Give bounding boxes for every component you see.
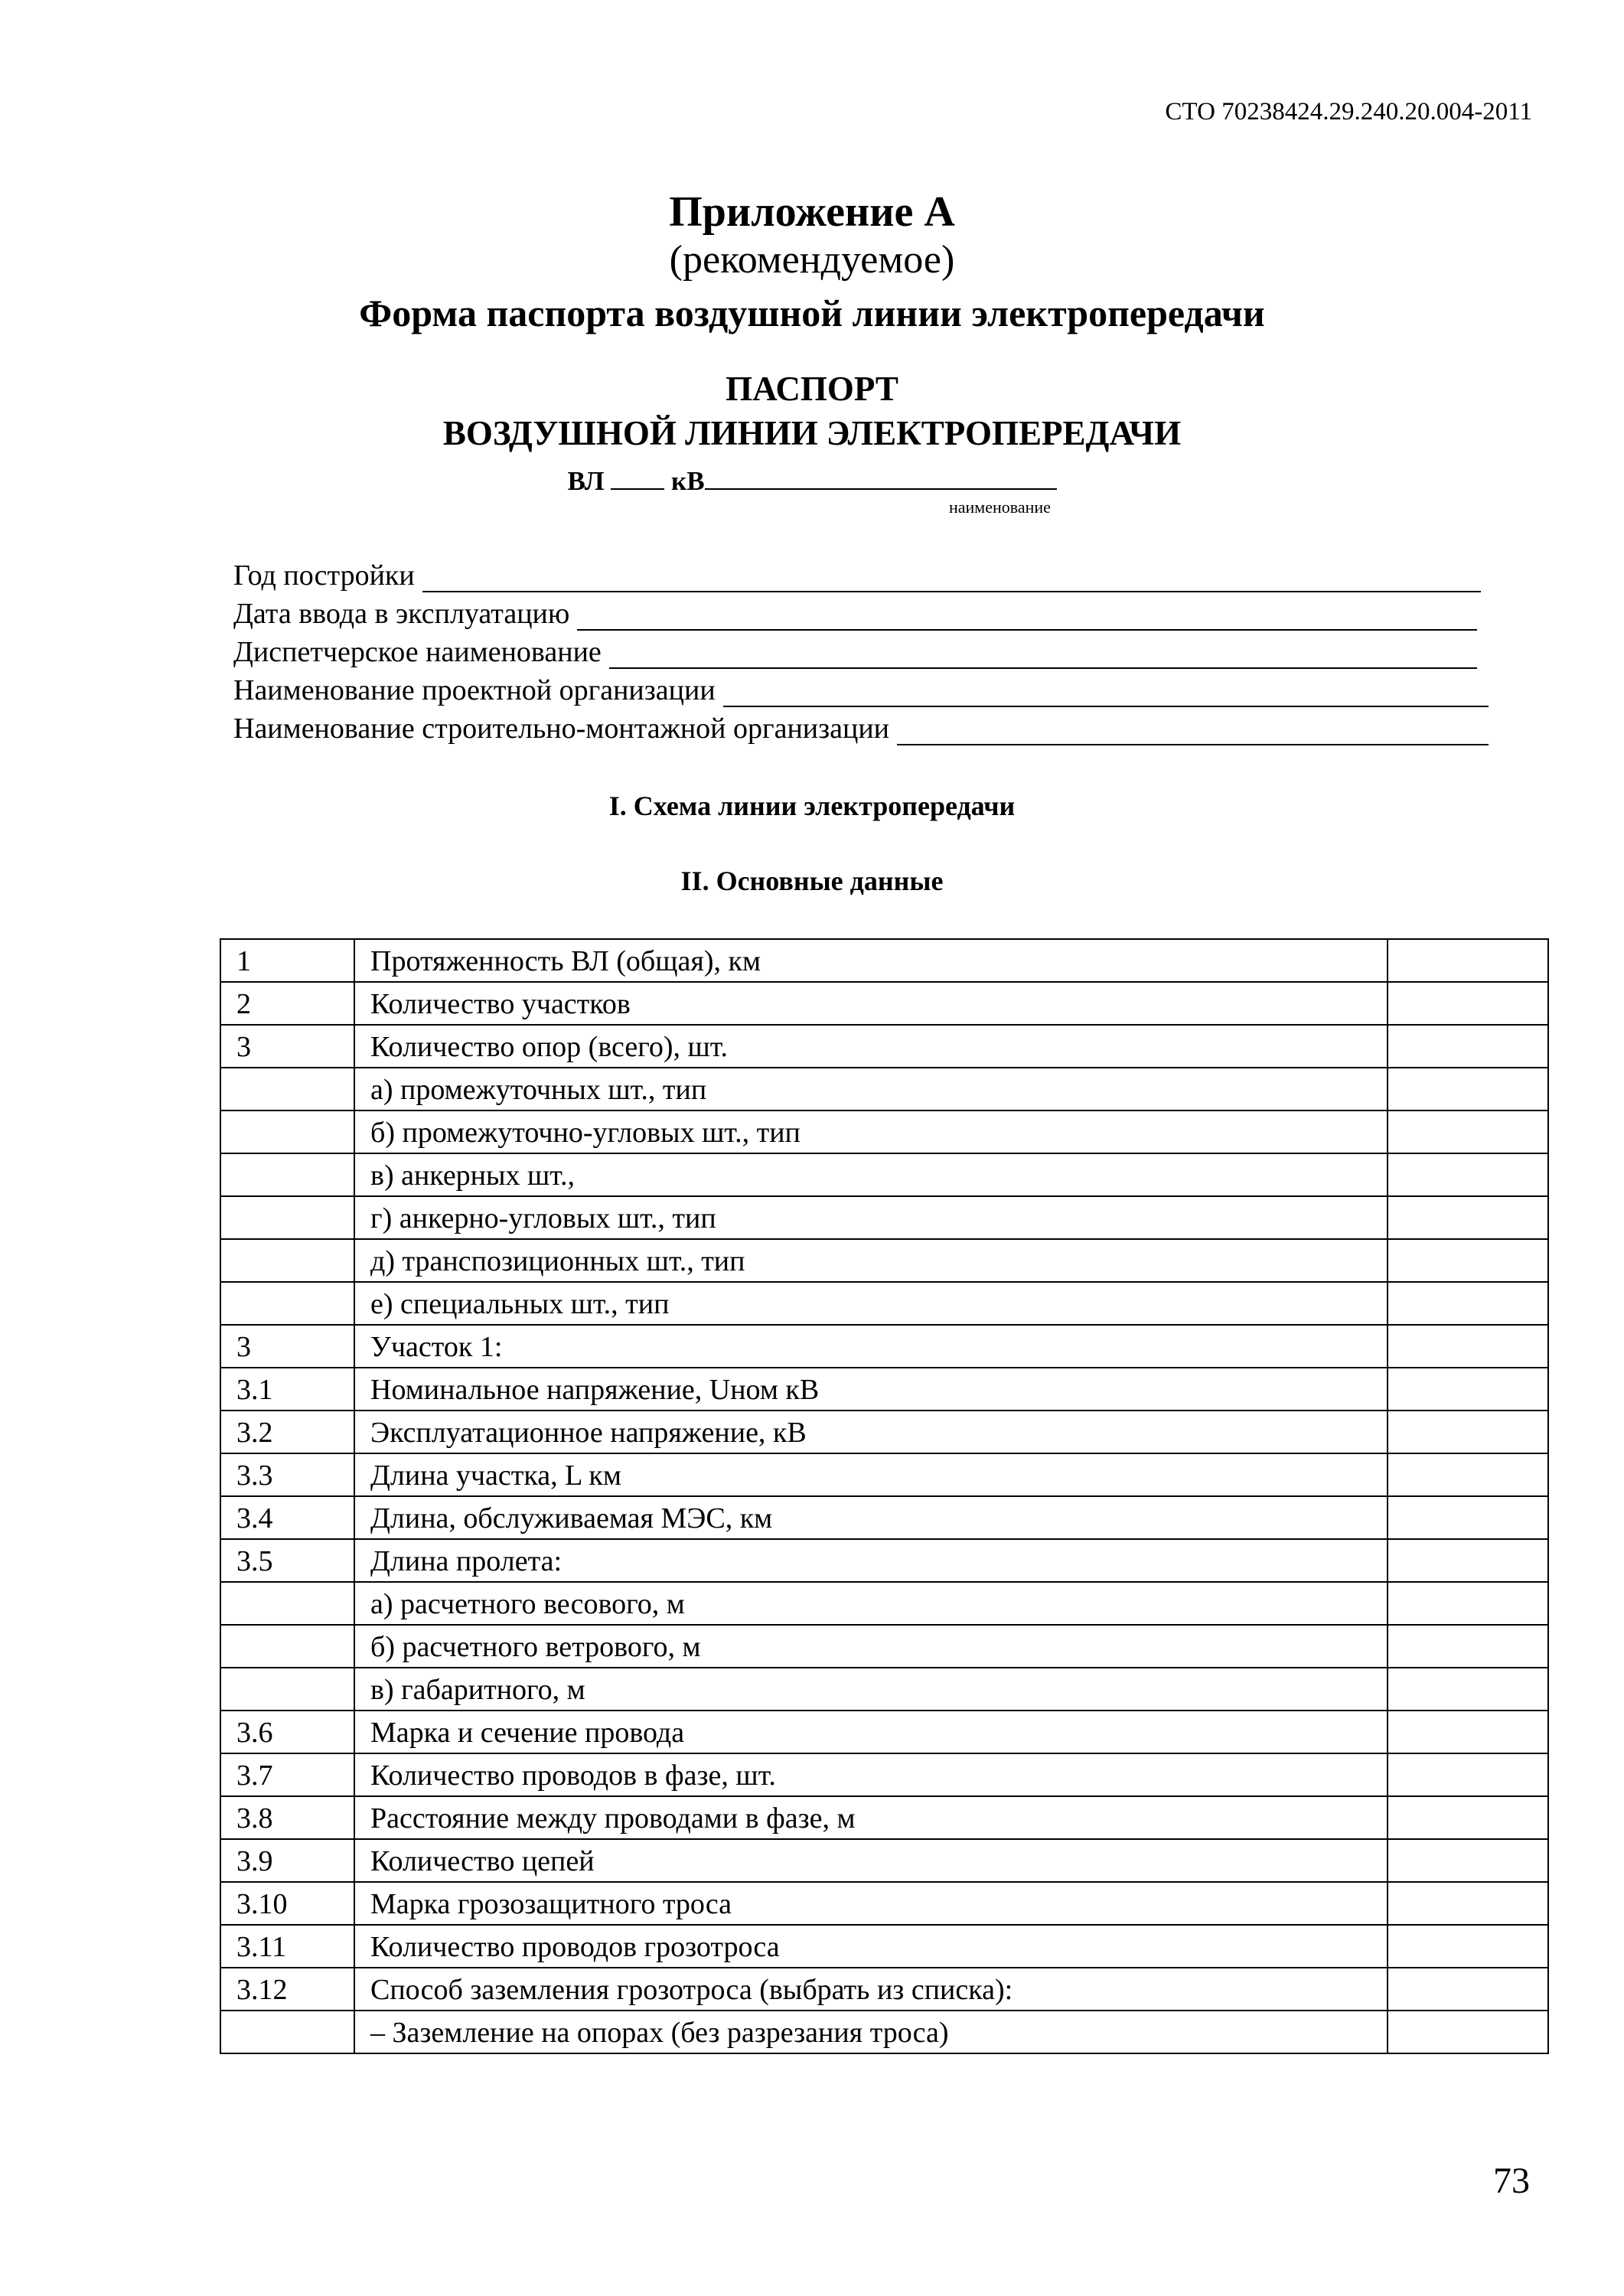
- row-label: Номинальное напряжение, Uном кВ: [354, 1368, 1388, 1411]
- row-number: [220, 2011, 354, 2053]
- row-label: Участок 1:: [354, 1325, 1388, 1368]
- line-name-blank[interactable]: [705, 464, 1057, 490]
- row-label: Количество участков: [354, 982, 1388, 1025]
- row-value-cell[interactable]: [1388, 1753, 1548, 1796]
- row-value-cell[interactable]: [1388, 1668, 1548, 1711]
- field-label: Дата ввода в эксплуатацию: [233, 598, 570, 630]
- row-number: 3.2: [220, 1411, 354, 1453]
- row-label: а) промежуточных шт., тип: [354, 1068, 1388, 1110]
- row-number: 3: [220, 1325, 354, 1368]
- table-row: [220, 1711, 1548, 1753]
- row-number: [220, 1068, 354, 1110]
- row-number: 3.10: [220, 1882, 354, 1925]
- row-label: Способ заземления грозотроса (выбрать из списка):: [354, 1968, 1388, 2011]
- appendix-title: Приложение А: [669, 188, 955, 236]
- table-row: [220, 1153, 1548, 1196]
- row-value-cell[interactable]: [1388, 1368, 1548, 1411]
- field-label: Наименование строительно-монтажной организации: [233, 713, 890, 745]
- table-row: [220, 1882, 1548, 1925]
- row-label: в) габаритного, м: [354, 1668, 1388, 1711]
- row-label: Количество проводов грозотроса: [354, 1925, 1388, 1968]
- row-number: [220, 1239, 354, 1282]
- row-number: 3: [220, 1025, 354, 1068]
- row-label: г) анкерно-угловых шт., тип: [354, 1196, 1388, 1239]
- table-row: [220, 1068, 1548, 1110]
- appendix-subtitle: (рекомендуемое): [669, 238, 955, 282]
- field-label: Наименование проектной организации: [233, 674, 716, 706]
- row-value-cell[interactable]: [1388, 1325, 1548, 1368]
- table-row: [220, 1025, 1548, 1068]
- row-number: [220, 1153, 354, 1196]
- vl-prefix: ВЛ: [567, 466, 605, 496]
- row-number: 2: [220, 982, 354, 1025]
- row-value-cell[interactable]: [1388, 1625, 1548, 1668]
- row-label: в) анкерных шт.,: [354, 1153, 1388, 1196]
- row-value-cell[interactable]: [1388, 982, 1548, 1025]
- row-label: Количество опор (всего), шт.: [354, 1025, 1388, 1068]
- field-blank[interactable]: [897, 716, 1489, 745]
- table-row: [220, 1411, 1548, 1453]
- row-label: – Заземление на опорах (без разрезания троса): [354, 2011, 1388, 2053]
- table-row: [220, 939, 1548, 982]
- name-note: наименование: [949, 497, 1051, 517]
- row-number: 3.4: [220, 1496, 354, 1539]
- document-code: СТО 70238424.29.240.20.004-2011: [1165, 98, 1532, 126]
- row-value-cell[interactable]: [1388, 1496, 1548, 1539]
- table-row: [220, 1968, 1548, 2011]
- section-scheme-heading: I. Схема линии электропередачи: [608, 791, 1016, 821]
- row-value-cell[interactable]: [1388, 1239, 1548, 1282]
- row-label: Марка и сечение провода: [354, 1711, 1388, 1753]
- table-row: [220, 982, 1548, 1025]
- table-row: [220, 1496, 1548, 1539]
- row-label: Протяженность ВЛ (общая), км: [354, 939, 1388, 982]
- row-label: е) специальных шт., тип: [354, 1282, 1388, 1325]
- row-number: [220, 1110, 354, 1153]
- table-row: [220, 1796, 1548, 1839]
- row-value-cell[interactable]: [1388, 1025, 1548, 1068]
- page-number: 73: [1493, 2161, 1530, 2201]
- row-value-cell[interactable]: [1388, 1196, 1548, 1239]
- row-value-cell[interactable]: [1388, 1453, 1548, 1496]
- row-label: б) промежуточно-угловых шт., тип: [354, 1110, 1388, 1153]
- row-number: 3.9: [220, 1839, 354, 1882]
- main-data-table: [220, 938, 1549, 2054]
- row-value-cell[interactable]: [1388, 1582, 1548, 1625]
- row-label: Марка грозозащитного троса: [354, 1882, 1388, 1925]
- row-label: Эксплуатационное напряжение, кВ: [354, 1411, 1388, 1453]
- field-design-organization: [233, 673, 1489, 707]
- table-row: [220, 2011, 1548, 2053]
- row-value-cell[interactable]: [1388, 2011, 1548, 2053]
- table-row: [220, 1582, 1548, 1625]
- field-blank[interactable]: [609, 640, 1477, 669]
- row-number: [220, 1668, 354, 1711]
- row-value-cell[interactable]: [1388, 1796, 1548, 1839]
- row-value-cell[interactable]: [1388, 1539, 1548, 1582]
- table-row: [220, 1325, 1548, 1368]
- field-blank[interactable]: [422, 563, 1481, 592]
- field-blank[interactable]: [723, 678, 1489, 707]
- row-value-cell[interactable]: [1388, 1068, 1548, 1110]
- table-row: [220, 1625, 1548, 1668]
- row-number: [220, 1196, 354, 1239]
- field-label: Год постройки: [233, 559, 415, 592]
- row-number: [220, 1582, 354, 1625]
- row-label: Длина пролета:: [354, 1539, 1388, 1582]
- row-value-cell[interactable]: [1388, 1839, 1548, 1882]
- row-label: б) расчетного ветрового, м: [354, 1625, 1388, 1668]
- passport-heading: ПАСПОРТ: [726, 370, 898, 408]
- row-label: а) расчетного весового, м: [354, 1582, 1388, 1625]
- row-label: Количество цепей: [354, 1839, 1388, 1882]
- field-construction-organization: [233, 712, 1489, 745]
- voltage-blank[interactable]: [611, 464, 664, 490]
- table-row: [220, 1925, 1548, 1968]
- section-main-data-heading: II. Основные данные: [680, 866, 944, 896]
- table-row: [220, 1368, 1548, 1411]
- row-number: 3.11: [220, 1925, 354, 1968]
- row-number: 3.8: [220, 1796, 354, 1839]
- row-value-cell[interactable]: [1388, 1411, 1548, 1453]
- row-number: 3.1: [220, 1368, 354, 1411]
- row-value-cell[interactable]: [1388, 1110, 1548, 1153]
- row-number: 3.7: [220, 1753, 354, 1796]
- table-row: [220, 1110, 1548, 1153]
- row-value-cell[interactable]: [1388, 1711, 1548, 1753]
- row-value-cell[interactable]: [1388, 939, 1548, 982]
- row-value-cell[interactable]: [1388, 1282, 1548, 1325]
- field-blank[interactable]: [577, 602, 1477, 631]
- row-number: 3.5: [220, 1539, 354, 1582]
- passport-heading-line2: ВОЗДУШНОЙ ЛИНИИ ЭЛЕКТРОПЕРЕДАЧИ: [442, 414, 1182, 452]
- row-label: Количество проводов в фазе, шт.: [354, 1753, 1388, 1796]
- row-label: Длина, обслуживаемая МЭС, км: [354, 1496, 1388, 1539]
- row-label: Расстояние между проводами в фазе, м: [354, 1796, 1388, 1839]
- vl-name-line: [0, 464, 1624, 497]
- row-number: 3.12: [220, 1968, 354, 2011]
- row-value-cell[interactable]: [1388, 1882, 1548, 1925]
- table-row: [220, 1453, 1548, 1496]
- table-row: [220, 1668, 1548, 1711]
- table-row: [220, 1839, 1548, 1882]
- row-label: д) транспозиционных шт., тип: [354, 1239, 1388, 1282]
- row-number: [220, 1282, 354, 1325]
- row-value-cell[interactable]: [1388, 1153, 1548, 1196]
- row-value-cell[interactable]: [1388, 1968, 1548, 2011]
- kv-label: кВ: [671, 466, 705, 496]
- row-number: 1: [220, 939, 354, 982]
- row-number: 3.3: [220, 1453, 354, 1496]
- field-commissioning-date: [233, 597, 1477, 631]
- field-label: Диспетчерское наименование: [233, 636, 602, 668]
- field-dispatch-name: [233, 635, 1477, 669]
- form-title: Форма паспорта воздушной линии электропередачи: [359, 292, 1265, 334]
- table-row: [220, 1282, 1548, 1325]
- table-row: [220, 1753, 1548, 1796]
- row-number: 3.6: [220, 1711, 354, 1753]
- table-row: [220, 1539, 1548, 1582]
- table-row: [220, 1196, 1548, 1239]
- row-value-cell[interactable]: [1388, 1925, 1548, 1968]
- row-number: [220, 1625, 354, 1668]
- table-row: [220, 1239, 1548, 1282]
- field-construction-year: [233, 559, 1481, 592]
- row-label: Длина участка, L км: [354, 1453, 1388, 1496]
